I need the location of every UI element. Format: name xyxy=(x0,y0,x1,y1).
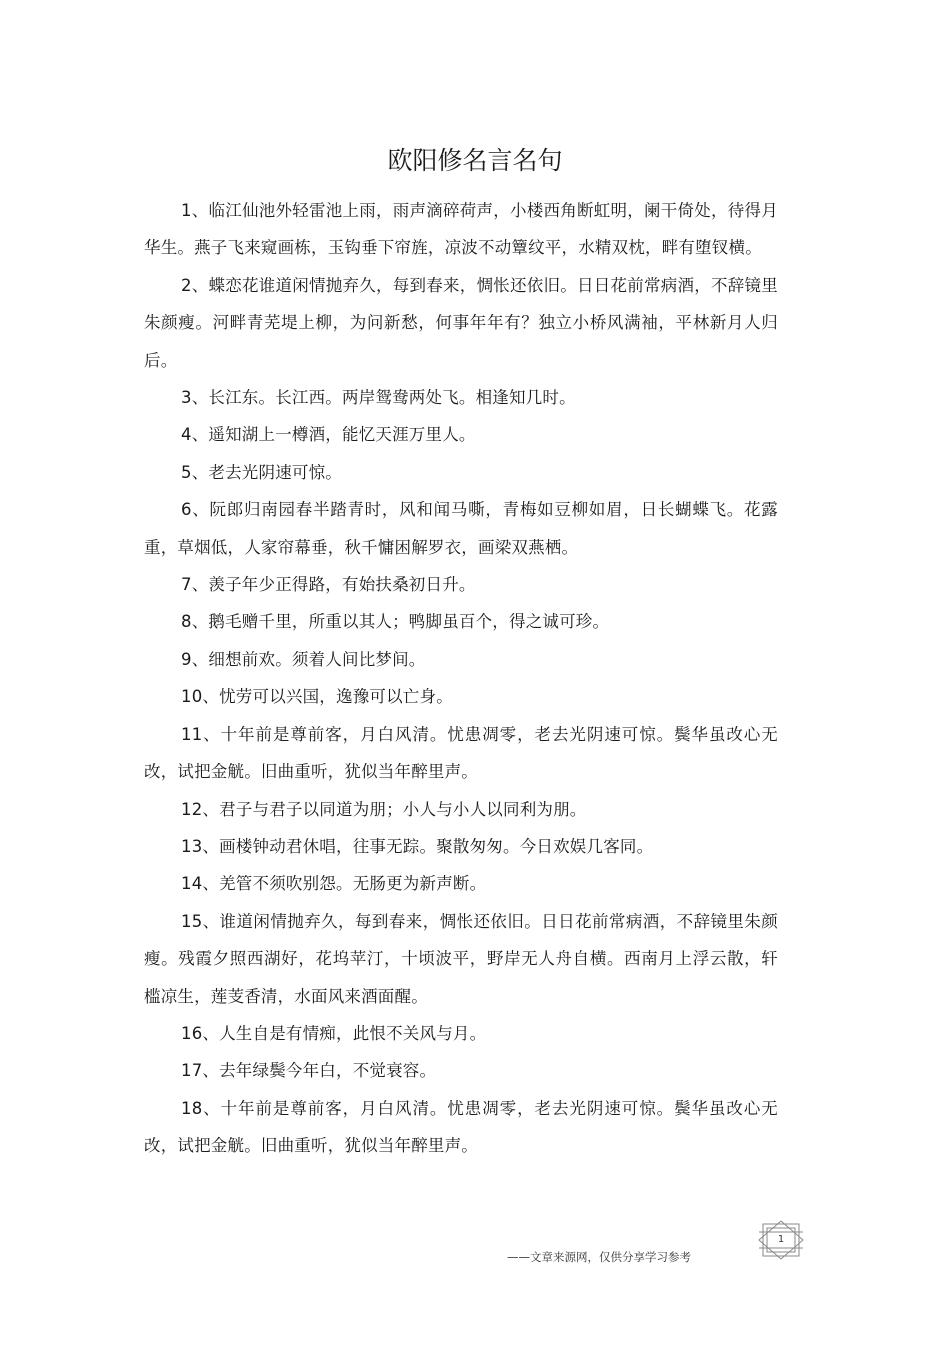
quote-list xyxy=(144,192,778,1165)
quote-paragraph: 5、老去光阴速可惊。 xyxy=(181,462,342,482)
quote-paragraph: 17、去年绿鬓今年白，不觉衰容。 xyxy=(181,1061,437,1081)
quote-paragraph: 10、忧劳可以兴国，逸豫可以亡身。 xyxy=(181,687,453,707)
quote-paragraph: 3、长江东。长江西。两岸鸳鸯两处飞。相逢知几时。 xyxy=(181,388,576,408)
quote-paragraph: 11、十年前是尊前客，月白风清。忧患凋零，老去光阴速可惊。鬓华虽改心无改，试把金觥。旧曲重听，犹似当年醉里声。 xyxy=(144,724,778,782)
quote-paragraph: 9、细想前欢。须着人间比梦间。 xyxy=(181,649,426,669)
quote-paragraph: 12、君子与君子以同道为朋；小人与小人以同利为朋。 xyxy=(181,799,587,819)
quote-paragraph: 15、谁道闲情抛弃久，每到春来，惆怅还依旧。日日花前常病酒，不辞镜里朱颜瘦。残霞夕照西湖好，花坞苹汀，十顷波平，野岸无人舟自横。西南月上浮云散，轩槛凉生，莲芰香清，水面风来酒面醒。 xyxy=(144,911,778,1006)
quote-paragraph: 8、鹅毛赠千里，所重以其人；鸭脚虽百个，得之诚可珍。 xyxy=(181,612,610,632)
quote-paragraph: 7、羡子年少正得路，有始扶桑初日升。 xyxy=(181,575,476,595)
page-number: 1 xyxy=(777,1234,785,1245)
quote-paragraph: 16、人生自是有情痴，此恨不关风与月。 xyxy=(181,1023,487,1043)
page-number-badge xyxy=(757,1220,805,1260)
quote-paragraph: 14、羌管不须吹别怨。无肠更为新声断。 xyxy=(181,874,487,894)
page-title: 欧阳修名言名句 xyxy=(387,146,563,175)
source-note: ——文章来源网，仅供分享学习参考 xyxy=(507,1250,691,1264)
quote-paragraph: 13、画楼钟动君休唱，往事无踪。聚散匆匆。今日欢娱几客同。 xyxy=(181,836,654,856)
quote-paragraph: 2、蝶恋花谁道闲情抛弃久，每到春来，惆怅还依旧。日日花前常病酒，不辞镜里朱颜瘦。河畔青芜堤上柳，为问新愁，何事年年有？独立小桥风满袖，平林新月人归后。 xyxy=(144,275,778,370)
quote-paragraph: 18、十年前是尊前客，月白风清。忧患凋零，老去光阴速可惊。鬓华虽改心无改，试把金觥。旧曲重听，犹似当年醉里声。 xyxy=(144,1098,778,1156)
quote-paragraph: 1、临江仙池外轻雷池上雨，雨声滴碎荷声，小楼西角断虹明，阑干倚处，待得月华生。燕子飞来窥画栋，玉钩垂下帘旌，凉波不动簟纹平，水精双枕，畔有堕钗横。 xyxy=(144,201,778,258)
quote-paragraph: 6、阮郎归南园春半踏青时，风和闻马嘶，青梅如豆柳如眉，日长蝴蝶飞。花露重，草烟低，人家帘幕垂，秋千慵困解罗衣，画梁双燕栖。 xyxy=(144,500,778,557)
quote-paragraph: 4、遥知湖上一樽酒，能忆天涯万里人。 xyxy=(181,425,476,445)
